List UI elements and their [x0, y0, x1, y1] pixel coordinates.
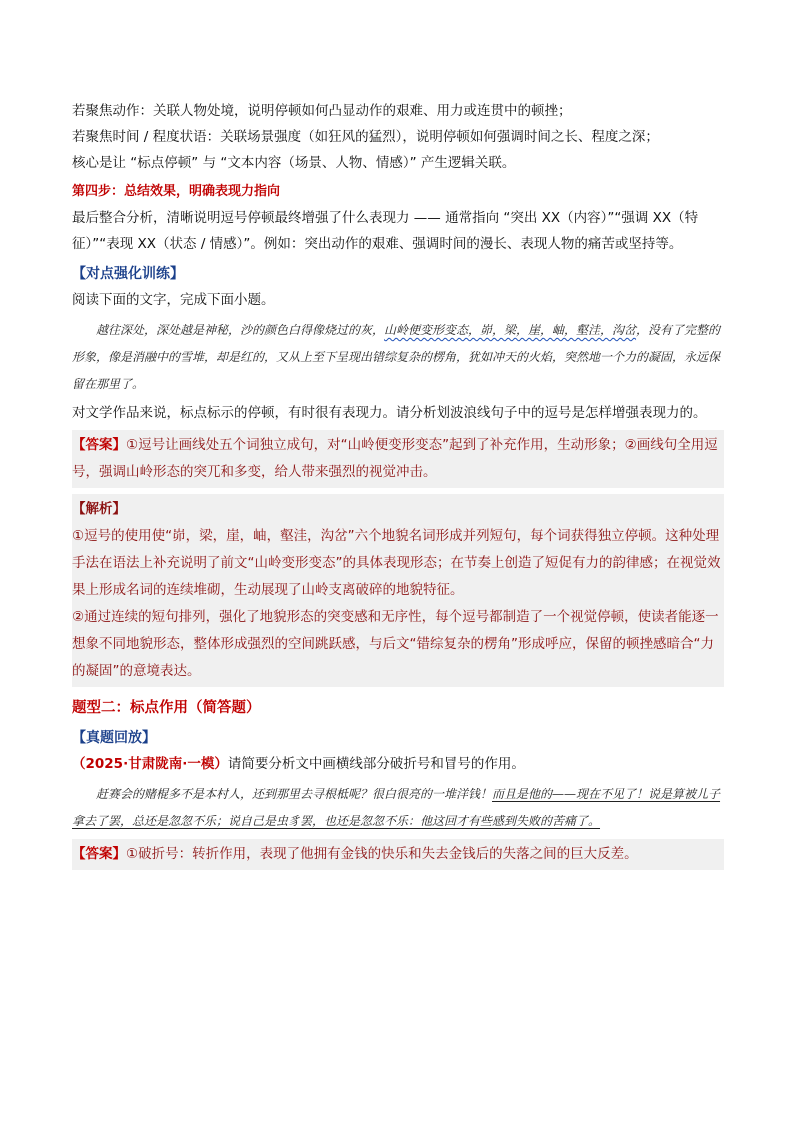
type-two-heading: 题型二：标点作用（简答题）	[72, 699, 261, 716]
answer-two-tag: 【答案】	[72, 846, 126, 862]
analysis-paragraph-1: ①逗号的使用使“峁，梁，崖，岫，壑洼，沟岔”六个地貌名词形成并列短句，每个词获得独立停顿。这种处理手法在语法上补充说明了前文“山岭变形变态”的具体表现形态；在节奏上创造了短促有力的韵律感；在视觉效果上形成名词的连续堆砌，生动展现了山岭支离破碎的地貌特征。	[72, 528, 721, 598]
training-title: 【对点强化训练】	[72, 266, 184, 282]
step-four-body: 最后整合分析，清晰说明逗号停顿最终增强了什么表现力 —— 通常指向 “突出 XX（内容）”“强调 XX（特征）”“表现 XX（状态 / 情感）”。例如：突出动作的艰难、强调时间的漫长、表现人物的痛苦或坚持等。	[72, 210, 699, 252]
answer-paragraph	[72, 432, 724, 486]
answer-two-text: ①破折号：转折作用，表现了他拥有金钱的快乐和失去金钱后的失落之间的巨大反差。	[126, 846, 638, 862]
underlined-sentence: 而且是他的——现在不见了！说是算被儿子拿去了罢，总还是忽忽不乐；说自己是虫豸罢，也还是忽忽不乐：他这回才有些感到失败的苦痛了。	[72, 787, 721, 828]
line-action-focus: 若聚焦动作：关联人物处境，说明停顿如何凸显动作的艰难、用力或连贯中的顿挫；	[72, 103, 572, 119]
passage-two-part-1: 赶赛会的赌棍多不是本村人，还到那里去寻根柢呢？很白很亮的一堆洋钱！	[96, 787, 493, 801]
step-four-heading: 第四步：总结效果，明确表现力指向	[72, 184, 281, 199]
line-time-focus: 若聚焦时间 / 程度状语：关联场景强度（如狂风的猛烈），说明停顿如何强调时间之长、程度之深；	[72, 129, 659, 145]
answer-text: ①逗号让画线处五个词独立成句，对“山岭便变形变态”起到了补充作用，生动形象；②画线句全用逗号，强调山岭形态的突兀和多变，给人带来强烈的视觉冲击。	[72, 437, 718, 480]
reading-passage-two	[72, 781, 724, 835]
question-source: （2025·甘肃陇南·一模）	[72, 756, 228, 772]
passage-part-2: ，没有了完整的形象，像是消融中的雪堆，却是红的，又从上至下呈现出错综复杂的楞角，犹如冲天的火焰，突然地一个力的凝固，永远保留在那里了。	[72, 323, 721, 391]
answer-block	[72, 430, 724, 488]
question-two-text: 请简要分析文中画横线部分破折号和冒号的作用。	[227, 756, 525, 772]
content-area	[72, 98, 724, 870]
wavy-underlined-sentence: 山岭便变形变态，峁，梁，崖，岫，壑洼，沟岔	[384, 323, 637, 337]
instruction-text: 阅读下面的文字，完成下面小题。	[72, 292, 275, 308]
analysis-tag: 【解析】	[72, 501, 126, 517]
question-text: 对文学作品来说，标点标示的停顿，有时很有表现力。请分析划波浪线句子中的逗号是怎样增强表现力的。	[72, 405, 707, 421]
analysis-paragraph-2: ②通过连续的短句排列，强化了地貌形态的突变感和无序性，每个逗号都制造了一个视觉停顿，使读者能逐一想象不同地貌形态，整体形成强烈的空间跳跃感，与后文“错综复杂的楞角”形成呼应，保留的顿挫感暗合“力的凝固”的意境表达。	[72, 609, 719, 679]
line-core-point: 核心是让 “标点停顿” 与 “文本内容（场景、人物、情感）” 产生逻辑关联。	[72, 155, 516, 171]
review-title: 【真题回放】	[72, 730, 156, 746]
answer-two-paragraph	[72, 841, 724, 868]
question-two	[72, 751, 724, 777]
passage-part-1: 越往深处，深处越是神秘，沙的颜色白得像烧过的灰，	[96, 323, 385, 337]
reading-passage	[72, 317, 724, 398]
answer-two-block	[72, 839, 724, 870]
answer-tag: 【答案】	[72, 437, 126, 453]
analysis-block	[72, 494, 724, 687]
